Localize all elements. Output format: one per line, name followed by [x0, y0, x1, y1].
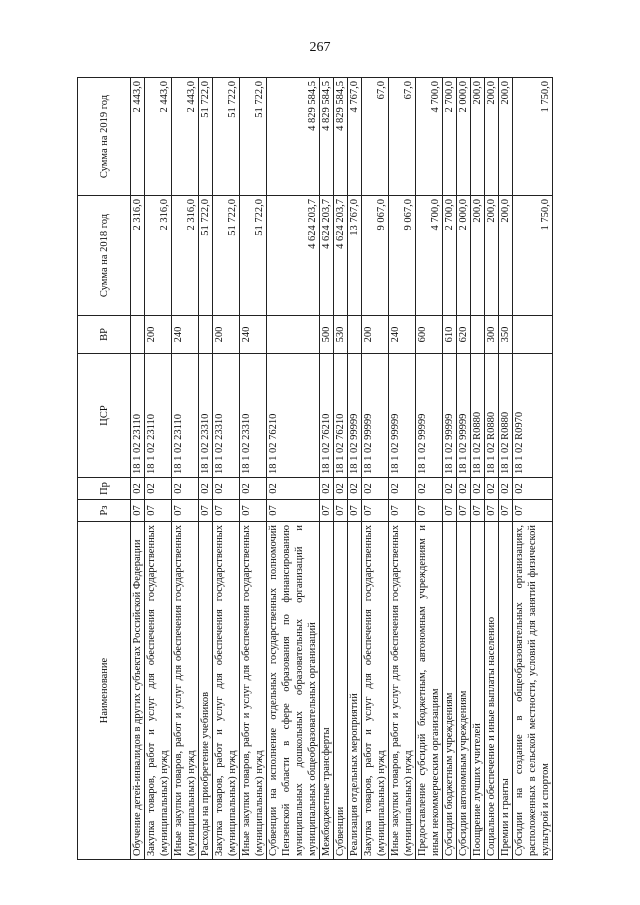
cell-name: Межбюджетные трансферты: [320, 522, 334, 860]
cell-rz: 07: [513, 500, 553, 522]
cell-rz: 07: [213, 500, 240, 522]
cell-sum-2019: 51 722,0: [199, 78, 213, 196]
cell-pr: 02: [485, 478, 499, 500]
cell-rz: 07: [457, 500, 471, 522]
table-row: [199, 78, 213, 860]
table-row: [131, 78, 145, 860]
cell-name: Поощрение лучших учителей: [471, 522, 485, 860]
cell-rz: 07: [320, 500, 334, 522]
cell-vr: 240: [389, 316, 416, 354]
cell-rz: 07: [199, 500, 213, 522]
table-row: [267, 78, 320, 860]
cell-sum-2018: 51 722,0: [213, 196, 240, 316]
cell-vr: 200: [362, 316, 389, 354]
budget-table-rotated: [77, 78, 561, 860]
cell-pr: 02: [499, 478, 513, 500]
table-row: [348, 78, 362, 860]
table-row: [513, 78, 553, 860]
cell-pr: 02: [443, 478, 457, 500]
cell-name: Закупка товаров, работ и услуг для обеспечения государственных (муниципальных) нужд: [362, 522, 389, 860]
cell-sum-2018: 2 700,0: [443, 196, 457, 316]
cell-csr: 18 1 02 76210: [267, 354, 320, 478]
cell-name: Иные закупки товаров, работ и услуг для обеспечения государственных (муниципальных) нужд: [240, 522, 267, 860]
table-row: [416, 78, 443, 860]
table-body: [131, 78, 553, 860]
cell-pr: 02: [145, 478, 172, 500]
cell-sum-2018: 2 316,0: [172, 196, 199, 316]
cell-sum-2019: 200,0: [485, 78, 499, 196]
cell-sum-2019: 67,0: [389, 78, 416, 196]
cell-csr: 18 1 02 R0970: [513, 354, 553, 478]
cell-name: Субсидии бюджетным учреждениям: [443, 522, 457, 860]
header-vr: ВР: [78, 316, 131, 354]
cell-rz: 07: [348, 500, 362, 522]
table-row: [457, 78, 471, 860]
cell-rz: 07: [267, 500, 320, 522]
cell-pr: 02: [457, 478, 471, 500]
budget-table: [77, 77, 553, 860]
cell-pr: 02: [513, 478, 553, 500]
cell-vr: 200: [145, 316, 172, 354]
cell-vr: [513, 316, 553, 354]
cell-pr: 02: [348, 478, 362, 500]
cell-csr: 18 1 02 99999: [416, 354, 443, 478]
cell-csr: 18 1 02 R0880: [499, 354, 513, 478]
cell-sum-2019: 51 722,0: [213, 78, 240, 196]
cell-name: Иные закупки товаров, работ и услуг для обеспечения государственных (муниципальных) нужд: [172, 522, 199, 860]
cell-rz: 07: [334, 500, 348, 522]
cell-vr: [471, 316, 485, 354]
cell-name: Предоставление субсидий бюджетным, автономным учреждениям и иным некоммерческим организациям: [416, 522, 443, 860]
cell-csr: 18 1 02 R0880: [471, 354, 485, 478]
table-row: [213, 78, 240, 860]
table-row: [145, 78, 172, 860]
cell-sum-2018: 1 750,0: [513, 196, 553, 316]
cell-csr: 18 1 02 23110: [172, 354, 199, 478]
cell-sum-2019: 4 829 584,5: [320, 78, 334, 196]
cell-name: Иные закупки товаров, работ и услуг для обеспечения государственных (муниципальных) нужд: [389, 522, 416, 860]
cell-pr: 02: [267, 478, 320, 500]
cell-sum-2019: 67,0: [362, 78, 389, 196]
cell-name: Субвенции на исполнение отдельных государственных полномочий Пензенской области в сфере образования по финансированию муниципальных дошкольных образовательных организаций и муниципальных общеобразовательных организаций: [267, 522, 320, 860]
table-row: [362, 78, 389, 860]
cell-vr: 530: [334, 316, 348, 354]
cell-pr: 02: [471, 478, 485, 500]
cell-csr: 18 1 02 23310: [213, 354, 240, 478]
cell-vr: 240: [240, 316, 267, 354]
cell-vr: 500: [320, 316, 334, 354]
cell-vr: [199, 316, 213, 354]
cell-csr: 18 1 02 99999: [348, 354, 362, 478]
table-row: [320, 78, 334, 860]
cell-sum-2019: 4 829 584,5: [334, 78, 348, 196]
cell-sum-2019: 4 700,0: [416, 78, 443, 196]
table-row: [443, 78, 457, 860]
cell-pr: 02: [389, 478, 416, 500]
cell-rz: 07: [131, 500, 145, 522]
cell-sum-2018: 2 316,0: [131, 196, 145, 316]
cell-csr: 18 1 02 23310: [199, 354, 213, 478]
cell-name: Закупка товаров, работ и услуг для обеспечения государственных (муниципальных) нужд: [213, 522, 240, 860]
cell-vr: 300: [485, 316, 499, 354]
cell-rz: 07: [499, 500, 513, 522]
cell-sum-2018: 4 624 203,7: [267, 196, 320, 316]
cell-pr: 02: [240, 478, 267, 500]
cell-csr: 18 1 02 R0880: [485, 354, 499, 478]
cell-csr: 18 1 02 99999: [389, 354, 416, 478]
cell-sum-2019: 4 767,0: [348, 78, 362, 196]
cell-csr: 18 1 02 76210: [334, 354, 348, 478]
cell-vr: 350: [499, 316, 513, 354]
cell-name: Субвенции: [334, 522, 348, 860]
cell-vr: 610: [443, 316, 457, 354]
cell-rz: 07: [389, 500, 416, 522]
cell-vr: [267, 316, 320, 354]
cell-sum-2018: 200,0: [471, 196, 485, 316]
cell-sum-2019: 51 722,0: [240, 78, 267, 196]
table-header-row: [78, 78, 131, 860]
cell-pr: 02: [213, 478, 240, 500]
cell-sum-2018: 200,0: [499, 196, 513, 316]
cell-rz: 07: [145, 500, 172, 522]
cell-vr: 600: [416, 316, 443, 354]
cell-csr: 18 1 02 76210: [320, 354, 334, 478]
cell-name: Субсидии автономным учреждениям: [457, 522, 471, 860]
header-name: Наименование: [78, 522, 131, 860]
cell-name: Расходы на приобретение учебников: [199, 522, 213, 860]
cell-pr: 02: [320, 478, 334, 500]
table-row: [389, 78, 416, 860]
cell-pr: 02: [362, 478, 389, 500]
cell-pr: 02: [172, 478, 199, 500]
cell-name: Социальное обеспечение и иные выплаты населению: [485, 522, 499, 860]
cell-sum-2019: 2 443,0: [131, 78, 145, 196]
cell-sum-2018: 4 624 203,7: [334, 196, 348, 316]
table-row: [499, 78, 513, 860]
cell-sum-2019: 2 000,0: [457, 78, 471, 196]
cell-csr: 18 1 02 99999: [443, 354, 457, 478]
cell-sum-2018: 2 000,0: [457, 196, 471, 316]
cell-rz: 07: [471, 500, 485, 522]
cell-sum-2019: 4 829 584,5: [267, 78, 320, 196]
cell-rz: 07: [416, 500, 443, 522]
cell-pr: 02: [334, 478, 348, 500]
cell-name: Субсидии на создание в общеобразовательных организациях, расположенных в сельской местности, условий для занятий физической культурой и спортом: [513, 522, 553, 860]
header-sum-2018: Сумма на 2018 год: [78, 196, 131, 316]
cell-name: Реализация отдельных мероприятий: [348, 522, 362, 860]
header-rz: Рз: [78, 500, 131, 522]
table-row: [240, 78, 267, 860]
cell-csr: 18 1 02 99999: [457, 354, 471, 478]
cell-sum-2019: 2 443,0: [145, 78, 172, 196]
cell-vr: [131, 316, 145, 354]
cell-pr: 02: [131, 478, 145, 500]
cell-sum-2019: 2 443,0: [172, 78, 199, 196]
cell-sum-2019: 2 700,0: [443, 78, 457, 196]
cell-csr: 18 1 02 23110: [145, 354, 172, 478]
table-row: [334, 78, 348, 860]
cell-rz: 07: [443, 500, 457, 522]
cell-name: Премии и гранты: [499, 522, 513, 860]
cell-sum-2018: 13 767,0: [348, 196, 362, 316]
cell-rz: 07: [172, 500, 199, 522]
header-sum-2019: Сумма на 2019 год: [78, 78, 131, 196]
cell-sum-2018: 2 316,0: [145, 196, 172, 316]
cell-sum-2018: 51 722,0: [199, 196, 213, 316]
page-number: 267: [309, 40, 331, 55]
header-csr: ЦСР: [78, 354, 131, 478]
table-row: [471, 78, 485, 860]
cell-sum-2018: 200,0: [485, 196, 499, 316]
cell-sum-2018: 51 722,0: [240, 196, 267, 316]
cell-csr: 18 1 02 99999: [362, 354, 389, 478]
cell-name: Закупка товаров, работ и услуг для обеспечения государственных (муниципальных) нужд: [145, 522, 172, 860]
cell-csr: 18 1 02 23310: [240, 354, 267, 478]
cell-vr: 620: [457, 316, 471, 354]
cell-rz: 07: [485, 500, 499, 522]
table-row: [172, 78, 199, 860]
cell-rz: 07: [362, 500, 389, 522]
cell-sum-2019: 200,0: [471, 78, 485, 196]
cell-sum-2018: 4 624 203,7: [320, 196, 334, 316]
cell-rz: 07: [240, 500, 267, 522]
cell-sum-2019: 200,0: [499, 78, 513, 196]
cell-sum-2018: 4 700,0: [416, 196, 443, 316]
cell-sum-2018: 9 067,0: [389, 196, 416, 316]
cell-sum-2018: 9 067,0: [362, 196, 389, 316]
cell-csr: 18 1 02 23110: [131, 354, 145, 478]
cell-vr: 200: [213, 316, 240, 354]
cell-vr: [348, 316, 362, 354]
table-row: [485, 78, 499, 860]
header-pr: Пр: [78, 478, 131, 500]
cell-pr: 02: [416, 478, 443, 500]
cell-vr: 240: [172, 316, 199, 354]
cell-pr: 02: [199, 478, 213, 500]
cell-sum-2019: 1 750,0: [513, 78, 553, 196]
cell-name: Обучение детей-инвалидов в других субъектах Российской Федерации: [131, 522, 145, 860]
